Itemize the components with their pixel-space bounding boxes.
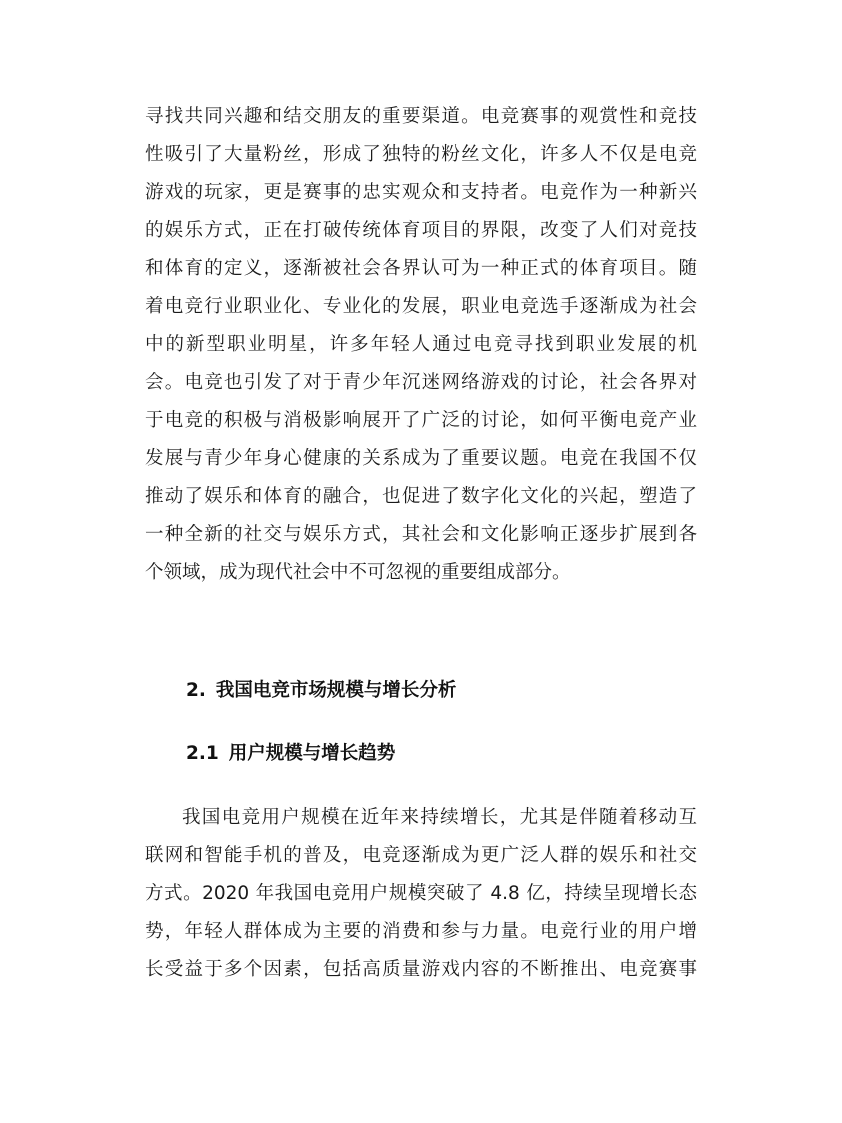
paragraph-line: 着电竞行业职业化、专业化的发展，职业电竞选手逐渐成为社会 <box>145 296 697 317</box>
paragraph-line: 中的新型职业明星，许多年轻人通过电竞寻找到职业发展的机 <box>145 334 697 355</box>
paragraph-line: 和体育的定义，逐渐被社会各界认可为一种正式的体育项目。随 <box>145 258 697 279</box>
paragraph-line: 方式。2020 年我国电竞用户规模突破了 4.8 亿，持续呈现增长态 <box>145 883 697 904</box>
section-heading <box>186 676 456 702</box>
paragraph-line: 会。电竞也引发了对于青少年沉迷网络游戏的讨论，社会各界对 <box>145 372 697 393</box>
paragraph-line: 势，年轻人群体成为主要的消费和参与力量。电竞行业的用户增 <box>145 921 697 942</box>
paragraph-line: 联网和智能手机的普及，电竞逐渐成为更广泛人群的娱乐和社交 <box>145 845 697 866</box>
body-paragraph <box>145 98 697 592</box>
section-number: 2. <box>186 680 206 701</box>
paragraph-line: 的娱乐方式，正在打破传统体育项目的界限，改变了人们对竞技 <box>145 220 697 241</box>
paragraph-line: 推动了娱乐和体育的融合，也促进了数字化文化的兴起，塑造了 <box>145 486 697 507</box>
paragraph-line: 游戏的玩家，更是赛事的忠实观众和支持者。电竞作为一种新兴 <box>145 182 697 203</box>
subsection-heading <box>186 739 395 765</box>
paragraph-line: 发展与青少年身心健康的关系成为了重要议题。电竞在我国不仅 <box>145 448 697 469</box>
paragraph-line: 长受益于多个因素，包括高质量游戏内容的不断推出、电竞赛事 <box>145 959 697 980</box>
paragraph-line: 我国电竞用户规模在近年来持续增长，尤其是伴随着移动互 <box>182 807 697 828</box>
subsection-title: 用户规模与增长趋势 <box>228 743 396 764</box>
section-title: 我国电竞市场规模与增长分析 <box>215 680 457 701</box>
paragraph-line: 一种全新的社交与娱乐方式，其社会和文化影响正逐步扩展到各 <box>145 524 697 545</box>
paragraph-line: 寻找共同兴趣和结交朋友的重要渠道。电竞赛事的观赏性和竞技 <box>145 106 697 127</box>
body-paragraph <box>145 799 697 989</box>
subsection-number: 2.1 <box>186 743 219 764</box>
paragraph-line: 性吸引了大量粉丝，形成了独特的粉丝文化，许多人不仅是电竞 <box>145 144 697 165</box>
paragraph-line: 于电竞的积极与消极影响展开了广泛的讨论，如何平衡电竞产业 <box>145 410 697 431</box>
paragraph-line: 个领域，成为现代社会中不可忽视的重要组成部分。 <box>145 562 571 583</box>
